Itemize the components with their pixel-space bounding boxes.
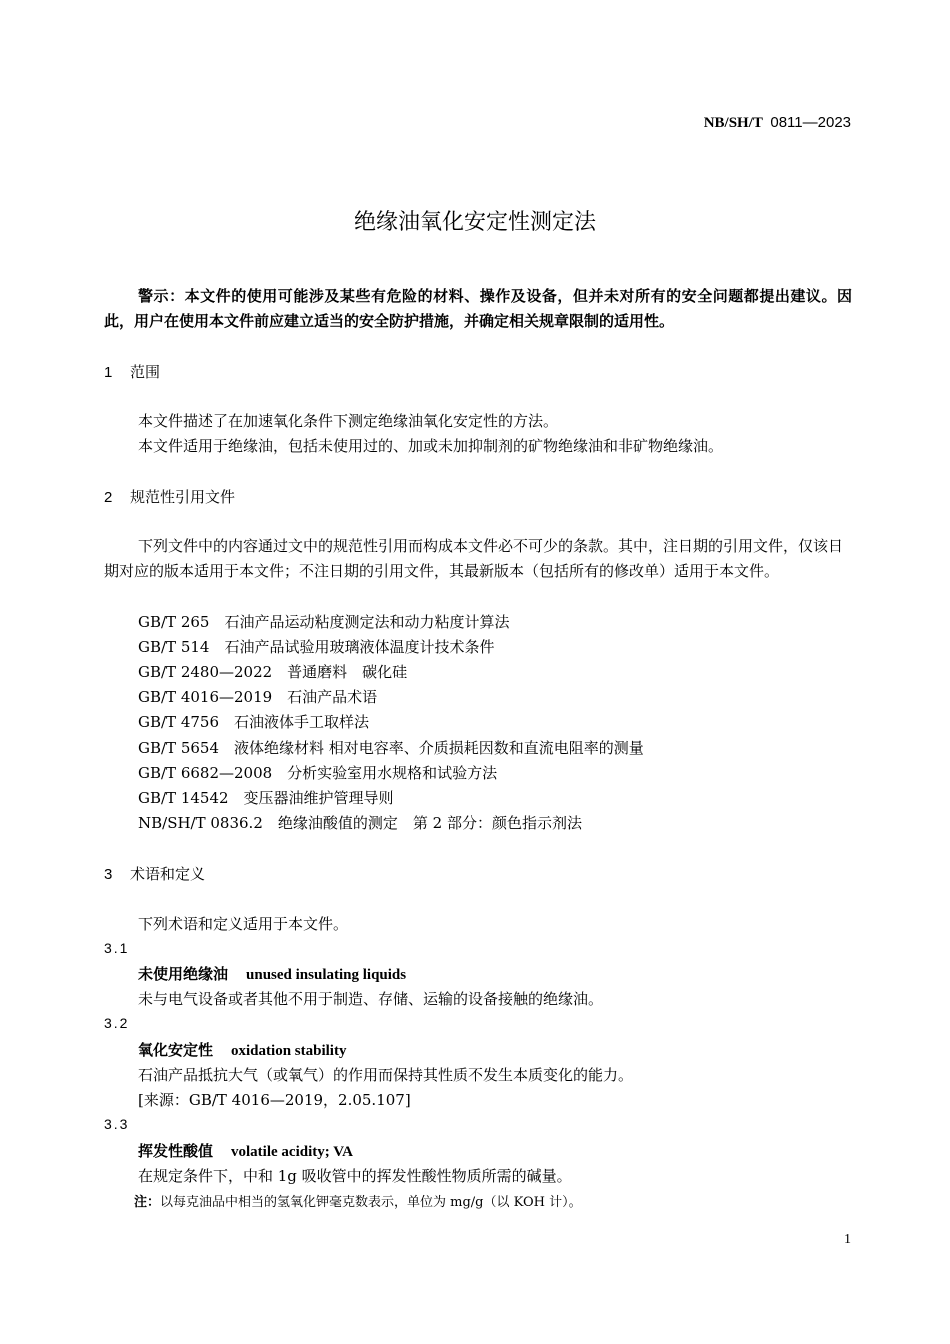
section-title: 范围 [130,363,161,381]
terms-intro: 下列术语和定义适用于本文件。 [138,915,349,933]
reference-item: GB/T 2480—2022 普通磨料 碳化硅 [138,663,408,681]
reference-item: GB/T 5654 液体绝缘材料 相对电容率、介质损耗因数和直流电阻率的测量 [138,739,644,757]
term-source: [来源：GB/T 4016—2019，2.05.107] [138,1091,411,1109]
term-chinese: 氧化安定性 [138,1041,214,1059]
section-number: 2 [104,489,113,506]
section-number: 3 [104,866,113,883]
term-definition: 在规定条件下，中和 1g 吸收管中的挥发性酸性物质所需的碱量。 [138,1167,572,1185]
scope-paragraph-2: 本文件适用于绝缘油，包括未使用过的、加或未加抑制剂的矿物绝缘油和非矿物绝缘油。 [138,437,724,455]
reference-item: GB/T 6682—2008 分析实验室用水规格和试验方法 [138,764,498,782]
reference-item: GB/T 14542 变压器油维护管理导则 [138,789,394,807]
safety-warning: 警示：本文件的使用可能涉及某些有危险的材料、操作及设备，但并未对所有的安全问题都提出建议。因此，用户在使用本文件前应建立适当的安全防护措施，并确定相关规章限制的适用性。 [104,287,852,330]
term-definition: 未与电气设备或者其他不用于制造、存储、运输的设备接触的绝缘油。 [138,990,604,1008]
term-english: volatile acidity; VA [231,1144,353,1160]
standard-number: 0811—2023 [770,114,851,131]
page-number: 1 [844,1232,851,1247]
term-chinese: 未使用绝缘油 [138,965,229,983]
reference-item: GB/T 4016—2019 石油产品术语 [138,688,378,706]
term-english: oxidation stability [231,1043,347,1059]
term-heading [138,1039,346,1060]
term-number: 3.3 [104,1116,130,1132]
term-definition: 石油产品抵抗大气（或氧气）的作用而保持其性质不发生本质变化的能力。 [138,1066,634,1084]
term-note [134,1191,582,1210]
reference-item: GB/T 4756 石油液体手工取样法 [138,713,370,731]
term-heading [138,963,406,984]
term-chinese: 挥发性酸值 [138,1142,214,1160]
document-title: 绝缘油氧化安定性测定法 [353,210,596,235]
standard-prefix: NB/SH/T [703,115,763,131]
section-title: 规范性引用文件 [130,488,236,506]
note-text: 以每克油品中相当的氢氧化钾毫克数表示，单位为 mg/g（以 KOH 计）。 [160,1195,582,1210]
standard-code [0,114,851,132]
section-number: 1 [104,364,113,381]
term-number: 3.1 [104,940,130,956]
term-english: unused insulating liquids [246,967,407,983]
scope-paragraph-1: 本文件描述了在加速氧化条件下测定绝缘油氧化安定性的方法。 [138,412,559,430]
section-1-heading [104,361,160,382]
reference-item: GB/T 265 石油产品运动粘度测定法和动力粘度计算法 [138,613,510,631]
section-2-heading [104,486,235,507]
reference-item: GB/T 514 石油产品试验用玻璃液体温度计技术条件 [138,638,495,656]
note-label: 注： [134,1195,161,1210]
references-intro: 下列文件中的内容通过文中的规范性引用而构成本文件必不可少的条款。其中，注日期的引用文件，仅该日期对应的版本适用于本文件；不注日期的引用文件，其最新版本（包括所有的修改单）适用于本文件。 [104,537,844,580]
term-heading [138,1140,353,1161]
section-3-heading [104,863,205,884]
term-number: 3.2 [104,1015,130,1031]
section-title: 术语和定义 [130,865,206,883]
reference-item: NB/SH/T 0836.2 绝缘油酸值的测定 第 2 部分：颜色指示剂法 [138,814,582,832]
